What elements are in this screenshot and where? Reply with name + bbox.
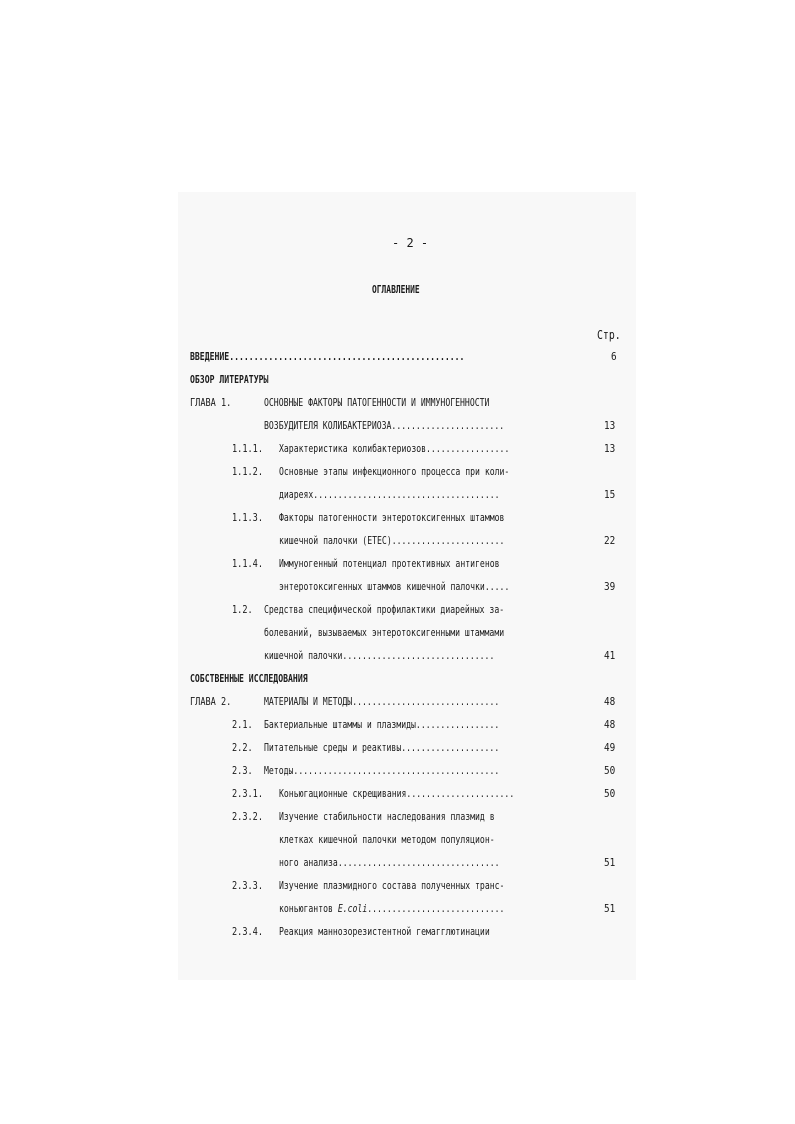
toc-page-number: 15: [604, 488, 616, 501]
page-number: - 2 -: [392, 236, 429, 250]
toc-entry-text: Факторы патогенности энтеротоксигенных штаммов: [279, 511, 505, 524]
leader-dots: ...............................: [342, 649, 495, 662]
toc-entry-text: ВОЗБУДИТЕЛЯ КОЛИБАКТЕРИОЗА.......................: [264, 419, 505, 432]
page-title: ОГЛАВЛЕНИЕ: [372, 283, 420, 296]
toc-entry-number: 2.3.2.: [232, 810, 264, 823]
toc-page-number: 13: [604, 442, 616, 455]
toc-page-number: 41: [604, 649, 616, 662]
toc-entry-text: коньюгантов E.coli............................: [279, 902, 505, 915]
leader-dots: ..........................................: [293, 764, 500, 777]
toc-entry-text: клетках кишечной палочки методом популяцион-: [279, 833, 495, 846]
toc-entry-text: диареях......................................: [279, 488, 500, 501]
toc-page-number: 48: [604, 718, 616, 731]
toc-entry-number: 1.1.3.: [232, 511, 264, 524]
page-column-label: Стр.: [597, 328, 621, 342]
toc-entry-text: Иммуногенный потенциал протективных антигенов: [279, 557, 500, 570]
toc-page-number: 13: [604, 419, 616, 432]
toc-page-number: 39: [604, 580, 616, 593]
leader-dots: ......................: [406, 787, 515, 800]
toc-entry-number: ГЛАВА 1.: [190, 396, 232, 409]
toc-entry-number: 2.3.4.: [232, 925, 264, 938]
toc-entry-text: ного анализа.................................: [279, 856, 500, 869]
toc-entry-number: 2.3.1.: [232, 787, 264, 800]
toc-entry-text: Характеристика колибактериозов.................: [279, 442, 510, 455]
leader-dots: ....................: [401, 741, 500, 754]
toc-entry-number: 1.1.4.: [232, 557, 264, 570]
leader-dots: .................: [426, 442, 510, 455]
leader-dots: .....: [484, 580, 510, 593]
toc-page-number: 51: [604, 902, 616, 915]
toc-entry-text: Изучение плазмидного состава полученных транс-: [279, 879, 505, 892]
leader-dots: ......................................: [313, 488, 500, 501]
leader-dots: ................................................: [229, 350, 465, 363]
toc-entry-number: 1.1.1.: [232, 442, 264, 455]
toc-entry-number: 2.1.: [232, 718, 253, 731]
leader-dots: ............................: [367, 902, 505, 915]
leader-dots: .................: [415, 718, 500, 731]
toc-page-number: 48: [604, 695, 616, 708]
toc-entry-text: кишечной палочки...............................: [264, 649, 495, 662]
toc-entry-text: ВВЕДЕНИЕ................................................: [190, 350, 465, 363]
leader-dots: .................................: [337, 856, 500, 869]
leader-dots: ..............................: [352, 695, 500, 708]
leader-dots: .......................: [391, 419, 505, 432]
toc-entry-text: Реакция маннозорезистентной гемагглютинации: [279, 925, 490, 938]
toc-entry-number: 1.1.2.: [232, 465, 264, 478]
toc-entry-number: ГЛАВА 2.: [190, 695, 232, 708]
toc-page-number: 22: [604, 534, 616, 547]
toc-entry-text: Питательные среды и реактивы....................: [264, 741, 500, 754]
toc-entry-text: МАТЕРИАЛЫ И МЕТОДЫ..............................: [264, 695, 500, 708]
toc-entry-number: 2.3.: [232, 764, 253, 777]
toc-page-number: 49: [604, 741, 616, 754]
toc-page-number: 50: [604, 787, 616, 800]
toc-entry-text: Коньюгационные скрещивания......................: [279, 787, 515, 800]
species-name: E.coli: [337, 902, 368, 915]
toc-entry-text: болеваний, вызываемых энтеротоксигенными штаммами: [264, 626, 505, 639]
toc-entry-text: СОБСТВЕННЫЕ ИССЛЕДОВАНИЯ: [190, 672, 308, 685]
toc-entry-text: Изучение стабильности наследования плазмид в: [279, 810, 495, 823]
toc-page-number: 50: [604, 764, 616, 777]
toc-entry-number: 2.3.3.: [232, 879, 264, 892]
toc-entry-number: 1.2.: [232, 603, 253, 616]
toc-entry-text: ОБЗОР ЛИТЕРАТУРЫ: [190, 373, 269, 386]
toc-entry-text: Методы..........................................: [264, 764, 500, 777]
toc-entry-text: Основные этапы инфекционного процесса при коли-: [279, 465, 510, 478]
toc-entry-text: кишечной палочки (ETEC).......................: [279, 534, 505, 547]
toc-entry-text: ОСНОВНЫЕ ФАКТОРЫ ПАТОГЕННОСТИ И ИММУНОГЕННОСТИ: [264, 396, 490, 409]
toc-entry-number: 2.2.: [232, 741, 253, 754]
toc-page-number: 6: [611, 350, 617, 363]
toc-page-number: 51: [604, 856, 616, 869]
toc-entry-text: Средства специфической профилактики диарейных за-: [264, 603, 505, 616]
toc-entry-text: энтеротоксигенных штаммов кишечной палочки.....: [279, 580, 510, 593]
leader-dots: .......................: [391, 534, 505, 547]
toc-entry-text: Бактериальные штаммы и плазмиды.................: [264, 718, 500, 731]
